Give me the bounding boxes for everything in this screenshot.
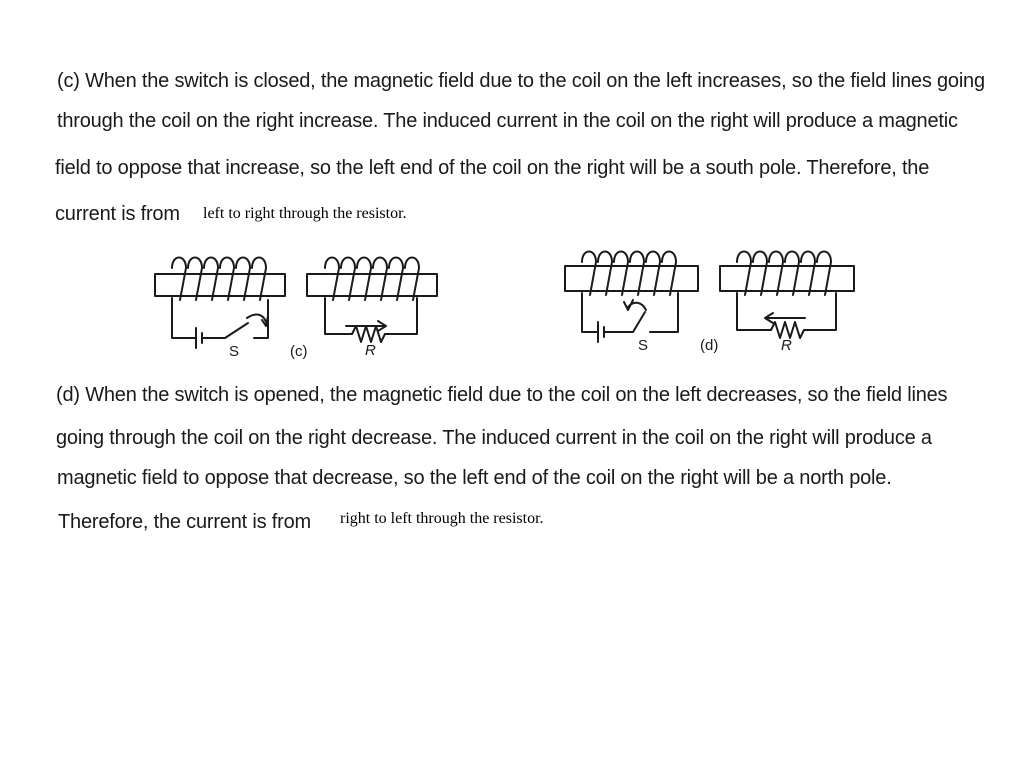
figure-c-right-coil — [307, 258, 437, 301]
part-c-line-1: (c) When the switch is closed, the magnetic field due to the coil on the left increases, so the field lines going — [57, 70, 985, 92]
part-d-line-1: (d) When the switch is opened, the magnetic field due to the coil on the left decreases, so the field lines — [56, 384, 948, 406]
figure-c-left-circuit — [172, 298, 268, 348]
part-d-answer: right to left through the resistor. — [340, 510, 544, 527]
figure-c-switch — [225, 323, 248, 338]
figure-d-resistor — [771, 322, 804, 338]
figure-c-resistor — [352, 326, 385, 342]
figure-d-left-circuit — [582, 293, 678, 342]
figure-c-switch-label: S — [229, 343, 240, 360]
part-c-answer: left to right through the resistor. — [203, 205, 407, 222]
figure-d-switch — [633, 312, 645, 332]
figure-d-right-circuit — [737, 293, 836, 338]
figure-d-caption: (d) — [700, 337, 719, 354]
part-d-line-4: Therefore, the current is from — [58, 511, 311, 533]
figure-d-right-coil — [720, 252, 854, 296]
figure-c-right-circuit — [325, 298, 417, 342]
figure-d-left-coil — [565, 252, 698, 296]
figure-c-left-coil — [155, 258, 285, 301]
part-c-line-3: field to oppose that increase, so the left end of the coil on the right will be a south pole. Therefore, the — [55, 157, 930, 179]
part-d-line-3: magnetic field to oppose that decrease, so the left end of the coil on the right will be a north pole. — [57, 467, 892, 489]
figure-d-resistor-label: R — [781, 337, 792, 354]
part-d-line-2: going through the coil on the right decrease. The induced current in the coil on the right will produce a — [56, 427, 932, 449]
part-c-line-4: current is from — [55, 203, 180, 225]
figure-d-switch-label: S — [638, 337, 649, 354]
part-c-line-2: through the coil on the right increase. The induced current in the coil on the right will produce a magnetic — [57, 110, 958, 132]
figure-c-caption: (c) — [290, 343, 308, 360]
figure-c-resistor-label: R — [365, 342, 376, 359]
